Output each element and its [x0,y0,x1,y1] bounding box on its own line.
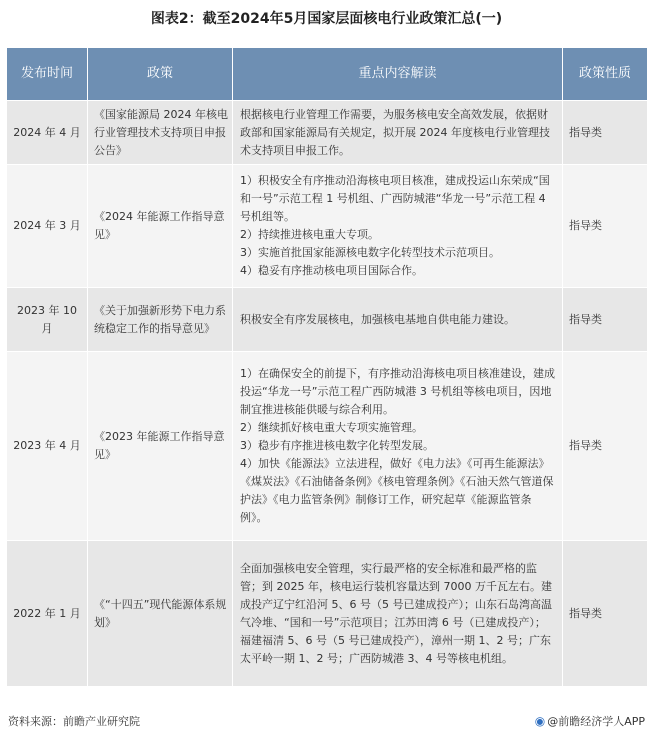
cell-date: 2023 年 10 月 [7,288,88,352]
cell-date: 2022 年 1 月 [7,541,88,687]
table-row [7,288,648,352]
cell-nature: 指导类 [563,288,648,352]
table-row [7,352,648,541]
table-row [7,541,648,687]
cell-content [233,101,563,165]
cell-date: 2024 年 3 月 [7,165,88,288]
chart-title: 图表2：截至2024年5月国家层面核电行业政策汇总(一) [150,11,503,27]
cell-policy: 《国家能源局 2024 年核电行业管理技术支持项目申报公告》 [88,101,233,165]
header-nature: 政策性质 [563,48,648,101]
cell-policy: 《2024 年能源工作指导意见》 [88,165,233,288]
brand-text: @前瞻经济学人APP [547,715,645,728]
content-line: 1）在确保安全的前提下，有序推动沿海核电项目核准建设，建成投运“华龙一号”示范工程广西防城港 3 号机组等核电项目，因地制宜推进核能供暖与综合利用。 [240,367,555,416]
cell-content [233,288,563,352]
cell-date: 2024 年 4 月 [7,101,88,165]
content-line: 2）继续抓好核电重大专项实施管理。 [240,421,423,434]
header-date: 发布时间 [7,48,88,101]
cell-content [233,541,563,687]
content-line: 4）稳妥有序推动核电项目国际合作。 [240,264,423,277]
qianzhan-logo-icon: ◉ [534,714,546,728]
brand-label [535,713,645,729]
cell-nature: 指导类 [563,541,648,687]
content-line: 积极安全有序发展核电，加强核电基地自供电能力建设。 [240,312,515,326]
content-line: 3）稳步有序推进核电数字化转型发展。 [240,439,434,452]
policy-table [6,47,648,687]
cell-policy: 《“十四五”现代能源体系规划》 [88,541,233,687]
header-content: 重点内容解读 [233,48,563,101]
content-line: 4）加快《能源法》立法进程，做好《电力法》《可再生能源法》《煤炭法》《石油储备条例》《核电管理条例》《石油天然气管道保护法》《电力监管条例》制修订工作，研究起草《能源监管条例》。 [240,457,554,524]
cell-policy: 《2023 年能源工作指导意见》 [88,352,233,541]
source-note: 资料来源：前瞻产业研究院 [8,715,140,728]
cell-nature: 指导类 [563,101,648,165]
table-row [7,165,648,288]
cell-content [233,352,563,541]
cell-content [233,165,563,288]
header-policy: 政策 [88,48,233,101]
content-line: 全面加强核电安全管理，实行最严格的安全标准和最严格的监管；到 2025 年，核电运行装机容量达到 7000 万千瓦左右。建成投产辽宁红沿河 5、6 号（5 号已建成投产）；山东石岛湾高温气冷堆、“国和一号”示范项目；江苏田湾 6 号（已建成投产）；福建福清 5、6 号（5 号已建成投产），漳州一期 1、2 号；广东太平岭一期 1、2 号；广西防城港 3、4 号等核电机组。 [240,561,552,665]
cell-nature: 指导类 [563,352,648,541]
cell-nature: 指导类 [563,165,648,288]
cell-date: 2023 年 4 月 [7,352,88,541]
table-header-row [7,48,648,101]
content-line: 3）实施首批国家能源核电数字化转型技术示范项目。 [240,246,500,259]
table-row [7,101,648,165]
content-line: 1）积极安全有序推动沿海核电项目核准，建成投运山东荣成“国和一号”示范工程 1 号机组、广西防城港“华龙一号”示范工程 4 号机组等。 [240,174,550,223]
content-line: 根据核电行业管理工作需要，为服务核电安全高效发展，依据财政部和国家能源局有关规定，拟开展 2024 年度核电行业管理技术支持项目申报工作。 [240,107,550,157]
content-line: 2）持续推进核电重大专项。 [240,228,379,241]
cell-policy: 《关于加强新形势下电力系统稳定工作的指导意见》 [88,288,233,352]
